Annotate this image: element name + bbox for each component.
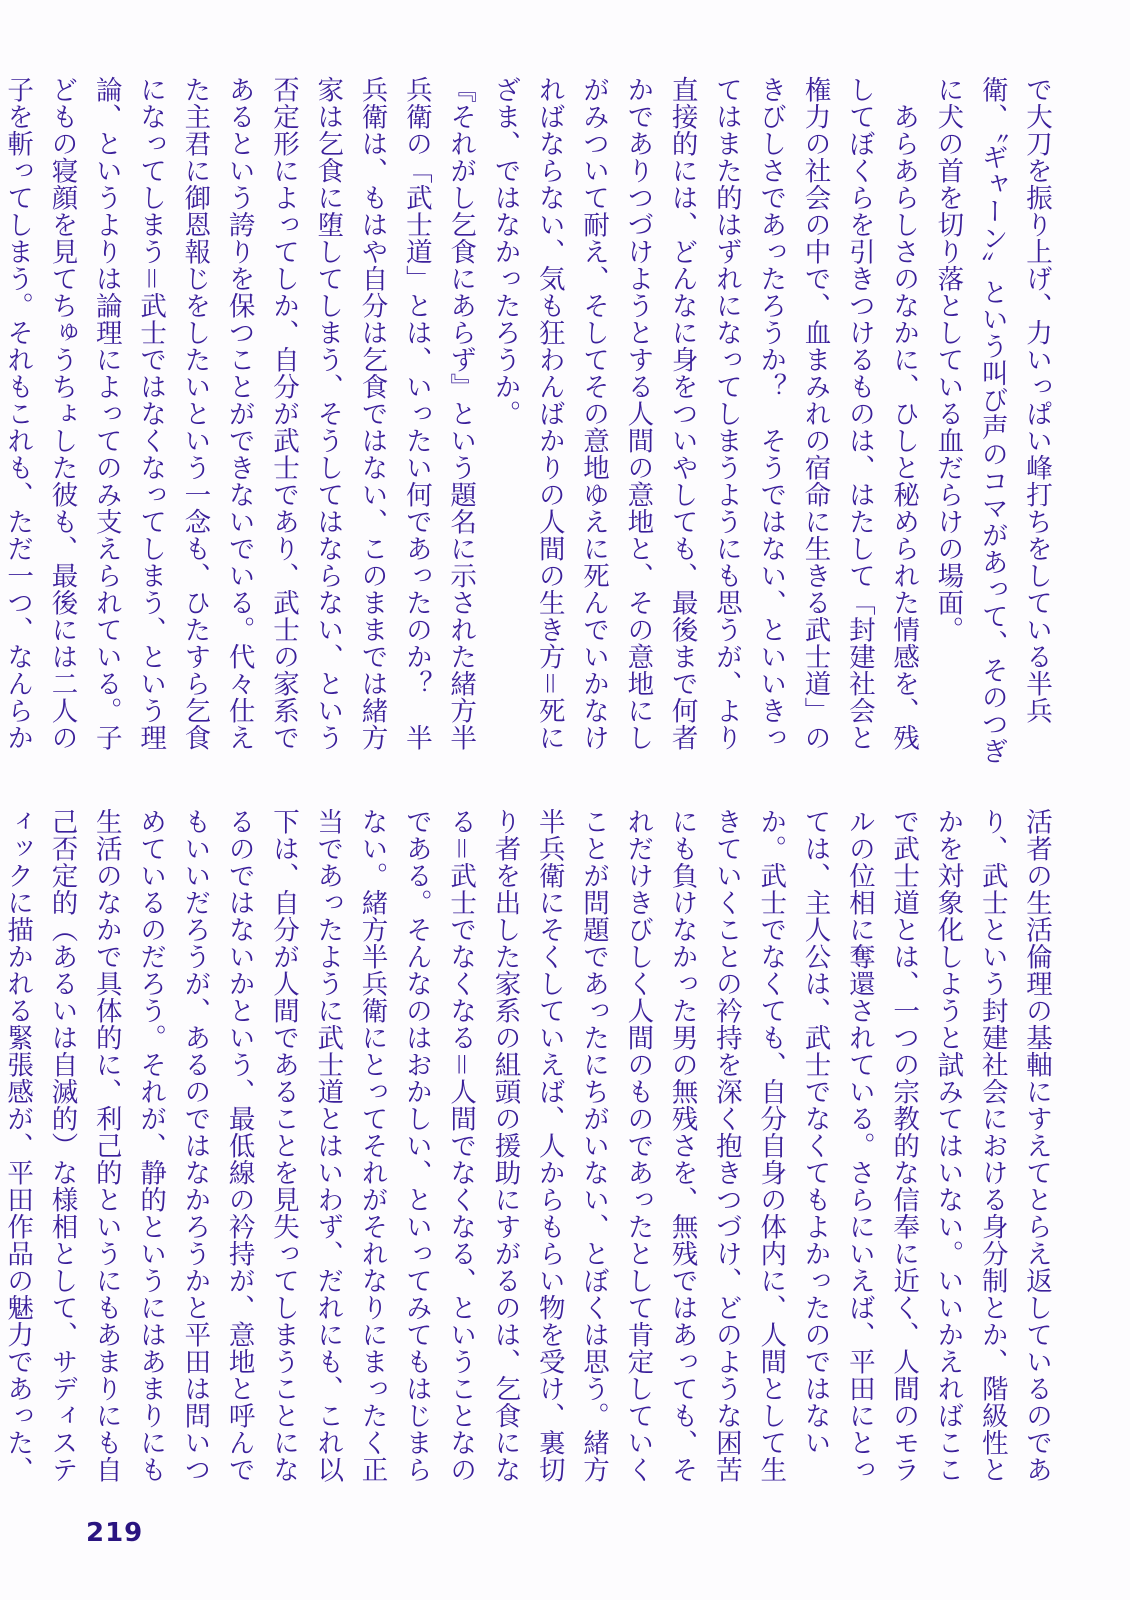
paragraph: あらあらしさのなかに、ひしと秘められた情感を、残してぼくらを引きつけるものは、はたして「封建社会と権力の社会の中で、血まみれの宿命に生きる武士道」のきびしさであったろうか？ そうではない、といいきってはまた的はずれになってしまうようにも思うが、より直接的には、どんなに身をついやしても、最後まで何者かでありつづけようとする人間の意地と、その意地にしがみついて耐え、そしてその意地ゆえに死んでいかなければならない、気も狂わんばかりの人間の生き方＝死にざま、ではなかったろうか。 [489,76,920,751]
paragraph-continuation: 活者の生活倫理の基軸にすえてとらえ返しているのであり、武士という封建社会における身分制とか、階級性とかを対象化しようと試みてはいない。いいかえればここで武士道とは、一つの宗教的な信奉に近く、人間のモラルの位相に奪還されている。さらにいえば、平田にとっては、主人公は、武士でなくてもよかったのではないか。武士でなくても、自分自身の体内に、人間として生きていくことの衿持を深く抱きつづけ、どのような困苦にも負けなかった男の無残さを、無残ではあっても、それだけきびしく人間のものであったとして肯定していくことが問題であったにちがいない、とぼくは思う。緒方半兵衛にそくしていえば、人からもらい物を受け、裏切り者を出した家系の組頭の援助にすがるのは、乞食になる＝武士でなくなる＝人間でなくなる、ということなのである。そんなのはおかしい、といってみてもはじまらない。緒方半兵衛にとってそれがそれなりにまったく正当であったように武士道とはいわず、だれにも、これ以下は、自分が人間であることを見失ってしまうことになるのではないかという、最低線の衿持が、意地と呼んでもいいだろうが、あるのではなかろうかと平田は問いつめているのだろう。それが、静的というにはあまりにも生活のなかで具体的に、利己的というにもあまりにも自己否定的（あるいは自滅的）な様相として、サディスティックに描かれる緊張感が、平田作品の魅力であった、 [2,808,1052,1483]
paragraph: 『それがし乞食にあらず』という題名に示された緒方半兵衛の「武士道」とは、いったい何であったのか？ 半兵衛は、もはや自分は乞食ではない、このままでは緒方家は乞食に堕してしまう、そうしてはならない、という否定形によってしか、自分が武士であり、武士の家系であるという誇りを保つことができないでいる。代々仕えた主君に御恩報じをしたいという一念も、ひたすら乞食になってしまう＝武士ではなくなってしまう、という理論、というよりは論理によってのみ支えられている。子どもの寝顔を見てちゅうちょした彼も、最後には二人の子を斬ってしまう。それもこれも、ただ一つ、なんらか [2,76,477,751]
paragraph-continuation: で大刀を振り上げ、力いっぱい峰打ちをしている半兵衛、〝ギャーン〟という叫び声のコマがあって、そのつぎに犬の首を切り落としている血だらけの場面。 [932,76,1052,765]
upper-text-block [2,76,1058,776]
page-number: 219 [86,1518,144,1548]
lower-text-block [2,808,1058,1508]
